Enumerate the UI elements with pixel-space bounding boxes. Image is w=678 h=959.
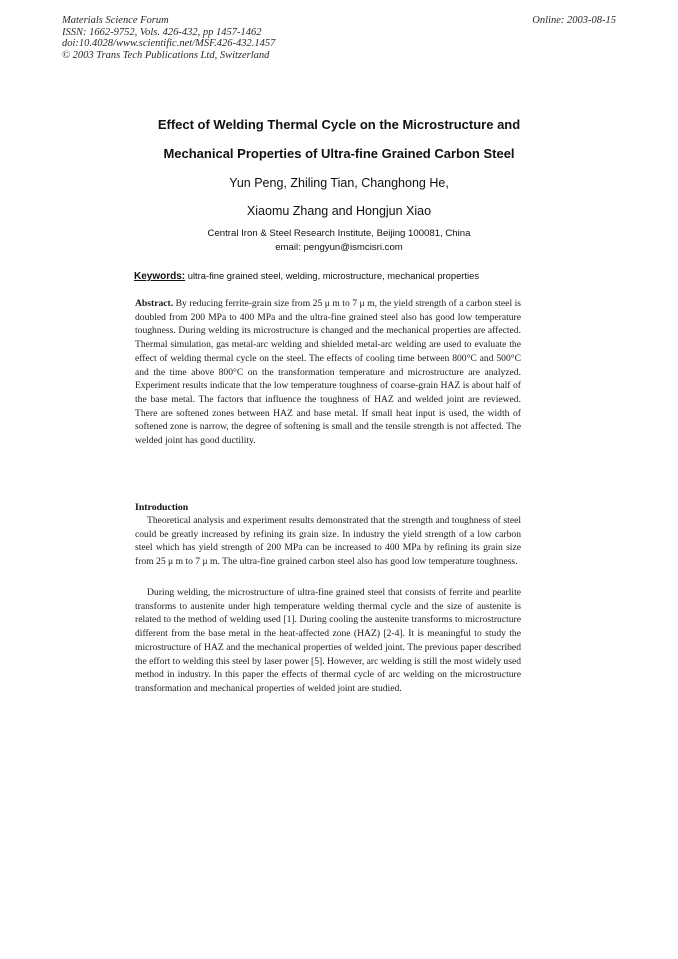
abstract (135, 297, 521, 448)
keywords (134, 270, 479, 282)
keywords-text: ultra-fine grained steel, welding, microstructure, mechanical properties (185, 270, 480, 281)
paper-title-line-1: Effect of Welding Thermal Cycle on the Microstructure and (157, 117, 521, 132)
abstract-text: By reducing ferrite-grain size from 25 μ m to 7 μ m, the yield strength of a carbon steel is doubled from 200 MPa to 400 MPa and the ultra-fine grained steel also has good low temperature toughness. During welding its microstructure is changed and the mechanical properties are affected. Thermal simulation, gas metal-arc welding and shielded metal-arc welding are used to evaluate the effect of welding thermal cycle on the steel. The effects of cooling time between 800°C and 500°C and the time above 800°C on the transformation temperature and microstructure are analyzed. Experiment results indicate that the low temperature toughness of coarse-grain HAZ is about half of the base metal. The factors that influence the toughness of HAZ and welded joint are reviewed. There are softened zones between HAZ and base metal. If small heat input is used, the width of softened zone is narrow, the degree of softening is small and the tensile strength is not affected. The welded joint has good ductility. (135, 298, 521, 447)
journal-name: Materials Science Forum (62, 15, 169, 26)
doi-link[interactable]: doi:10.4028/www.scientific.net/MSF.426-432.1457 (62, 38, 276, 50)
paper-title-line-2: Mechanical Properties of Ultra-fine Grained Carbon Steel (163, 146, 515, 161)
introduction-paragraph-2: During welding, the microstructure of ultra-fine grained steel that consists of ferrite and pearlite transforms to austenite under high temperature welding thermal cycle and the size of austenite is related to the method of welding used [1]. During cooling the austenite transforms to microstructure different from the base metal in the heat-affected zone (HAZ) [2-4]. It is meaningful to study the microstructure of HAZ and the mechanical properties of welded joint. The previous paper described the effort to welding this steel by laser power [5]. However, arc welding is still the most widely used method in industry. In this paper the effects of thermal cycle of arc welding on the microstructure transformation and mechanical properties of welded joint are studied. (135, 587, 521, 694)
abstract-label: Abstract. (135, 298, 174, 309)
introduction-heading: Introduction (135, 502, 189, 513)
copyright-line: © 2003 Trans Tech Publications Ltd, Switzerland (62, 49, 270, 61)
journal-header (62, 15, 275, 61)
authors-line-1: Yun Peng, Zhiling Tian, Changhong He, (229, 176, 449, 190)
online-date: Online: 2003-08-15 (532, 15, 616, 26)
issn-line: ISSN: 1662-9752, Vols. 426-432, pp 1457-1462 (62, 26, 262, 38)
introduction-paragraph-1: Theoretical analysis and experiment results demonstrated that the strength and toughness of steel could be greatly increased by refining its grain size. In industry the yield strength of a low carbon steel which has yield strength of 200 MPa can be increased to 400 MPa by refining its grain size from 25 μ m to 7 μ m. The ultra-fine grained carbon steel also has good low temperature toughness. (135, 515, 521, 568)
authors-line-2: Xiaomu Zhang and Hongjun Xiao (246, 204, 432, 218)
keywords-label: Keywords: (134, 271, 186, 282)
email-address[interactable]: email: pengyun@ismcisri.com (275, 242, 403, 253)
affiliation: Central Iron & Steel Research Institute, Beijing 100081, China (207, 228, 471, 239)
